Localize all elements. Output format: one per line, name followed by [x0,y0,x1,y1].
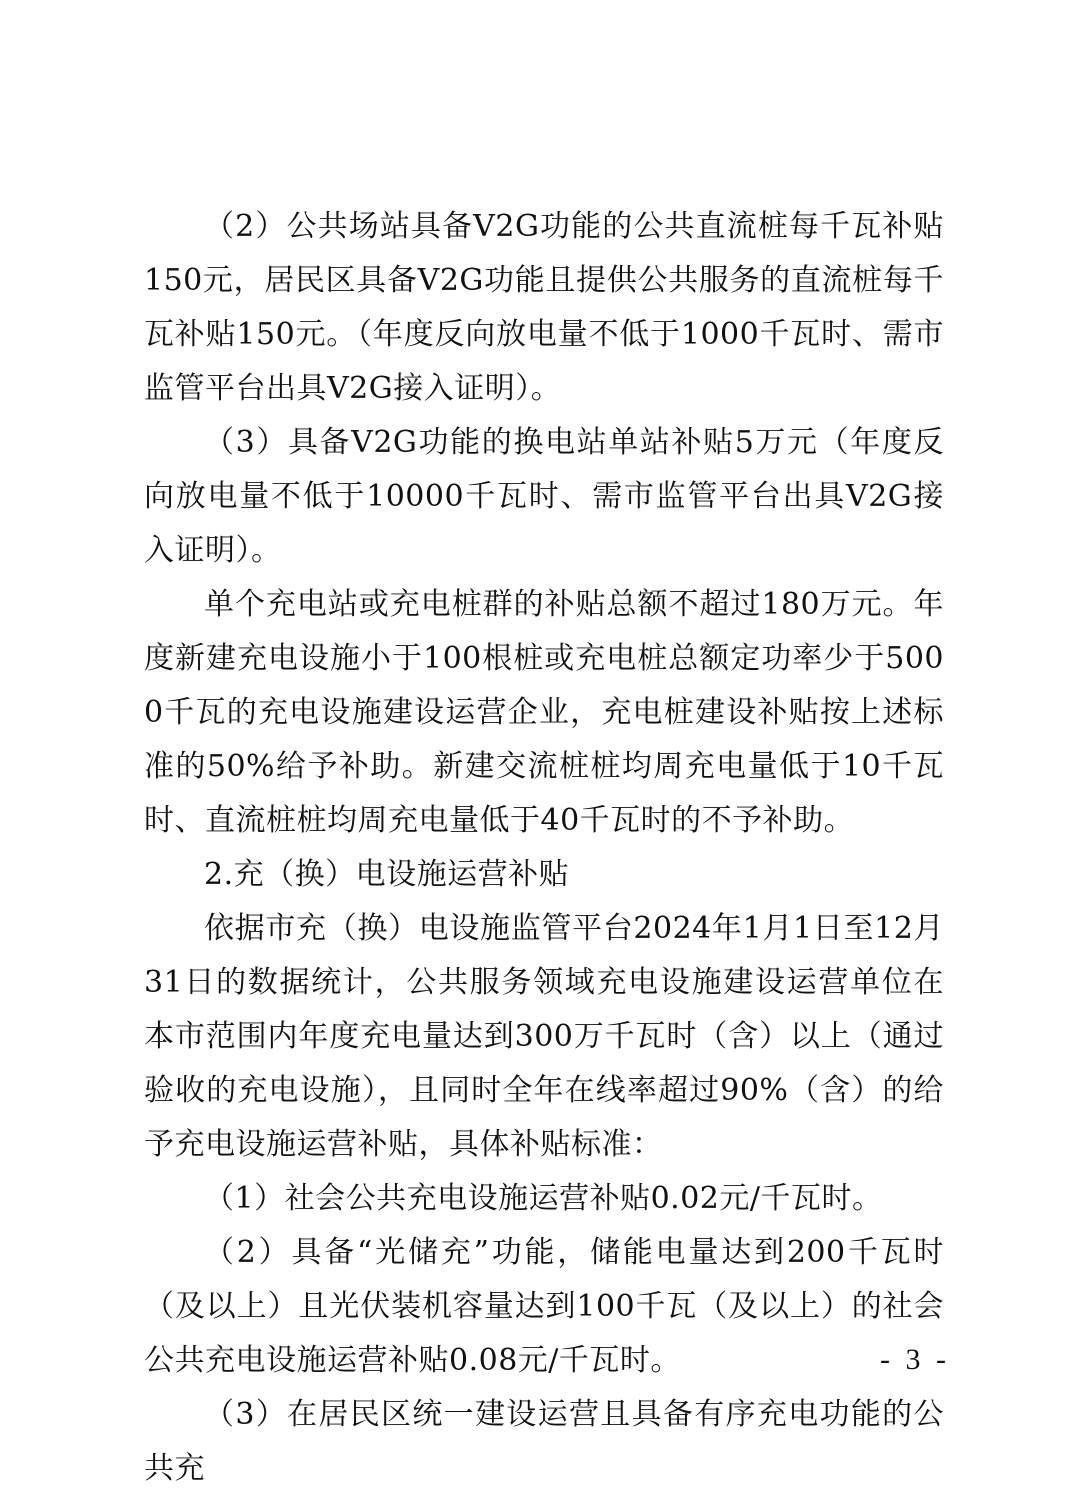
body-text [144,200,944,1496]
paragraph-public-operation-subsidy: （1）社会公共充电设施运营补贴0.02元/千瓦时。 [204,1181,883,1216]
section-heading: 2.充（换）电设施运营补贴 [204,857,570,892]
paragraph-v2g-swap-station-subsidy: （3）具备V2G功能的换电站单站补贴5万元（年度反向放电量不低于10000千瓦时、需市监管平台出具V2G接入证明）。 [144,425,944,568]
paragraph-solar-storage-subsidy: （2）具备“光储充”功能，储能电量达到200千瓦时（及以上）且光伏装机容量达到100千瓦（及以上）的社会公共充电设施运营补贴0.08元/千瓦时。 [144,1235,944,1378]
page-number: - 3 - [880,1343,950,1376]
paragraph-residential-ordered-charging: （3）在居民区统一建设运营且具备有序充电功能的公共充 [144,1397,944,1486]
paragraph-v2g-dc-pile-subsidy: （2）公共场站具备V2G功能的公共直流桩每千瓦补贴150元，居民区具备V2G功能且提供公共服务的直流桩每千瓦补贴150元。（年度反向放电量不低于1000千瓦时、需市监管平台出具V2G接入证明）。 [144,209,944,406]
paragraph-operation-criteria: 依据市充（换）电设施监管平台2024年1月1日至12月31日的数据统计，公共服务领域充电设施建设运营单位在本市范围内年度充电量达到300万千瓦时（含）以上（通过验收的充电设施），且同时全年在线率超过90%（含）的给予充电设施运营补贴，具体补贴标准： [144,911,944,1162]
paragraph-subsidy-cap: 单个充电站或充电桩群的补贴总额不超过180万元。年度新建充电设施小于100根桩或充电桩总额定功率少于5000千瓦的充电设施建设运营企业，充电桩建设补贴按上述标准的50%给予补助。新建交流桩桩均周充电量低于10千瓦时、直流桩桩均周充电量低于40千瓦时的不予补助。 [144,587,944,838]
